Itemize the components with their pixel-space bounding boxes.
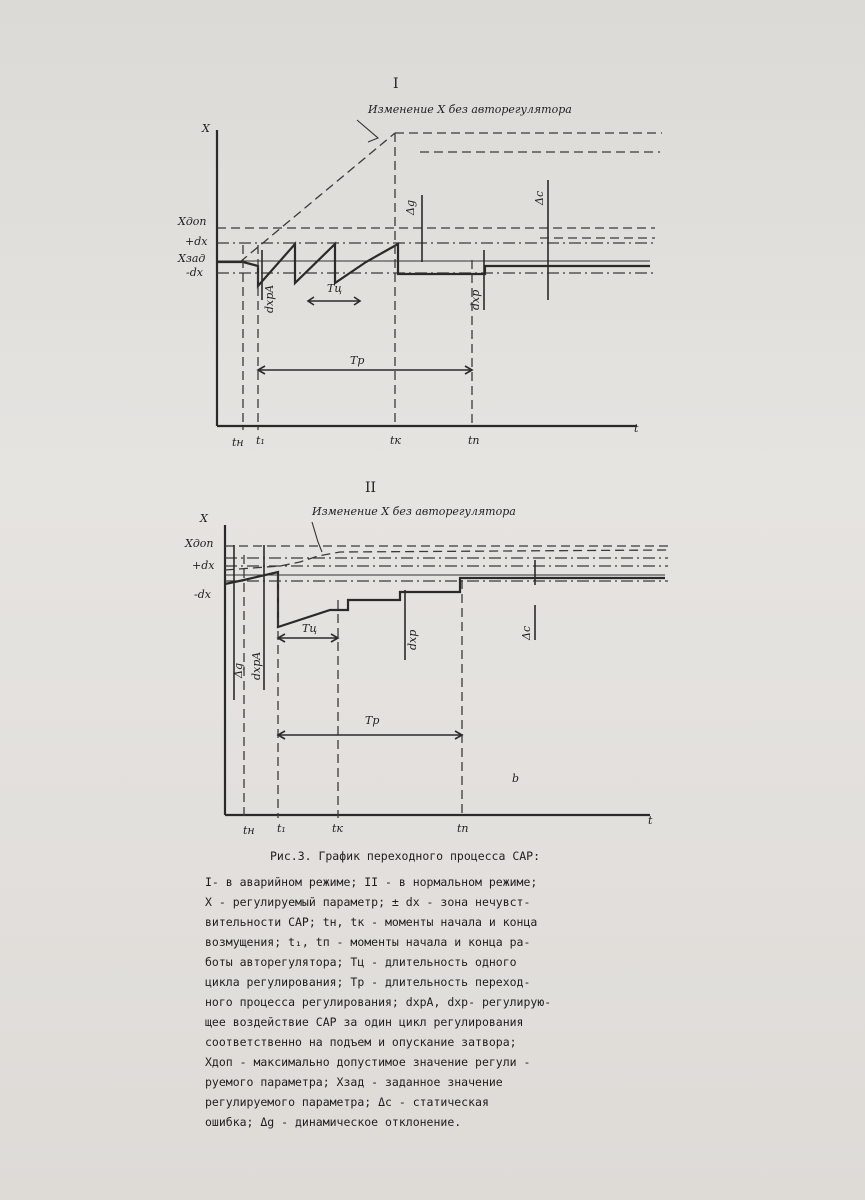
diagram-2-tp-label-axis: tп xyxy=(457,822,469,835)
diagram-2-roman-numeral: II xyxy=(365,480,377,496)
diagram-1-tp-label-axis: tп xyxy=(468,434,480,447)
caption-line-11: руемого параметра; Xзад - заданное значение xyxy=(205,1075,503,1089)
diagram-2-minus-dx-label: -dx xyxy=(194,588,211,601)
diagram-1-t1-label: t₁ xyxy=(256,434,265,447)
diagram-1-y-axis-label: X xyxy=(202,122,210,135)
diagram-1-xdop-label: Xдоп xyxy=(178,215,207,228)
caption-line-12: регулируемого параметра; Δc - статическая xyxy=(205,1095,489,1109)
diagram-1-roman-numeral: I xyxy=(393,76,399,92)
caption-line-3: вительности САР; tн, tк - моменты начала и конца xyxy=(205,915,538,929)
diagram-1-delta-c-label: Δc xyxy=(533,190,546,205)
diagram-1 xyxy=(177,76,662,449)
diagram-1-minus-dx-label: -dx xyxy=(186,266,203,279)
diagram-2-tp-label: Tр xyxy=(365,714,380,727)
diagram-1-title-pointer xyxy=(357,120,378,142)
diagram-1-t-axis-label: t xyxy=(634,422,639,435)
diagram-2 xyxy=(184,480,668,837)
diagram-1-dxr-label: dxp xyxy=(469,289,482,310)
diagram-1-delta-g-label: Δg xyxy=(404,200,417,215)
diagram-1-plus-dx-label: +dx xyxy=(185,235,208,248)
caption-line-10: Xдоп - максимально допустимое значение регули - xyxy=(205,1055,531,1069)
diagram-1-tc-label: Tц xyxy=(327,282,343,295)
diagram-1-regulated-curve xyxy=(217,244,650,286)
diagram-2-tc-label: Tц xyxy=(302,622,318,635)
diagram-1-tp-label: Tр xyxy=(350,354,365,367)
diagram-2-no-regulator-line xyxy=(225,550,668,570)
diagram-2-stray-mark: b xyxy=(512,772,520,785)
diagram-2-plus-dx-label: +dx xyxy=(192,559,215,572)
caption-line-2: X - регулируемый параметр; ± dx - зона нечувст- xyxy=(205,895,531,909)
diagram-1-xzad-label: Xзад xyxy=(178,252,206,265)
diagram-1-dxra-label: dxpA xyxy=(263,284,276,313)
caption xyxy=(205,849,551,1129)
diagram-2-title: Изменение X без авторегулятора xyxy=(312,505,516,518)
diagram-2-title-pointer xyxy=(312,522,322,552)
diagram-2-xdop-label: Xдоп xyxy=(185,537,214,550)
caption-line-6: цикла регулирования; Tр - длительность переход- xyxy=(205,975,531,989)
diagram-1-tk-label: tк xyxy=(390,434,401,447)
caption-line-9: соответственно на подъем и опускание затвора; xyxy=(205,1035,517,1049)
diagram-1-title: Изменение X без авторегулятора xyxy=(368,103,572,116)
diagram-2-dxr-label: dxp xyxy=(406,629,419,650)
diagram-2-dxra-label: dxpA xyxy=(250,651,263,680)
caption-line-8: щее воздействие САР за один цикл регулирования xyxy=(205,1015,524,1029)
diagram-2-t-axis-label: t xyxy=(648,814,653,827)
diagram-2-t1-label: t₁ xyxy=(277,822,286,835)
diagram-2-delta-g-label: Δg xyxy=(232,663,245,678)
caption-line-1: I- в аварийном режиме; II - в нормальном режиме; xyxy=(205,875,538,889)
diagram-2-delta-c-label: Δc xyxy=(520,625,533,640)
caption-title: Рис.3. График переходного процесса САР: xyxy=(270,849,541,863)
diagram-2-regulated-curve xyxy=(225,572,665,627)
caption-line-4: возмущения; t₁, tп - моменты начала и конца ра- xyxy=(205,935,531,949)
caption-line-13: ошибка; Δg - динамическое отклонение. xyxy=(205,1115,462,1129)
caption-line-5: боты авторегулятора; Tц - длительность одного xyxy=(205,955,517,969)
diagram-2-tn-label: tн xyxy=(243,824,255,837)
diagram-2-tk-label: tк xyxy=(332,822,343,835)
diagram-2-y-axis-label: X xyxy=(200,512,208,525)
diagram-1-tn-label: tн xyxy=(232,436,244,449)
caption-line-7: ного процесса регулирования; dxpA, dxp- регулирую- xyxy=(205,995,552,1009)
